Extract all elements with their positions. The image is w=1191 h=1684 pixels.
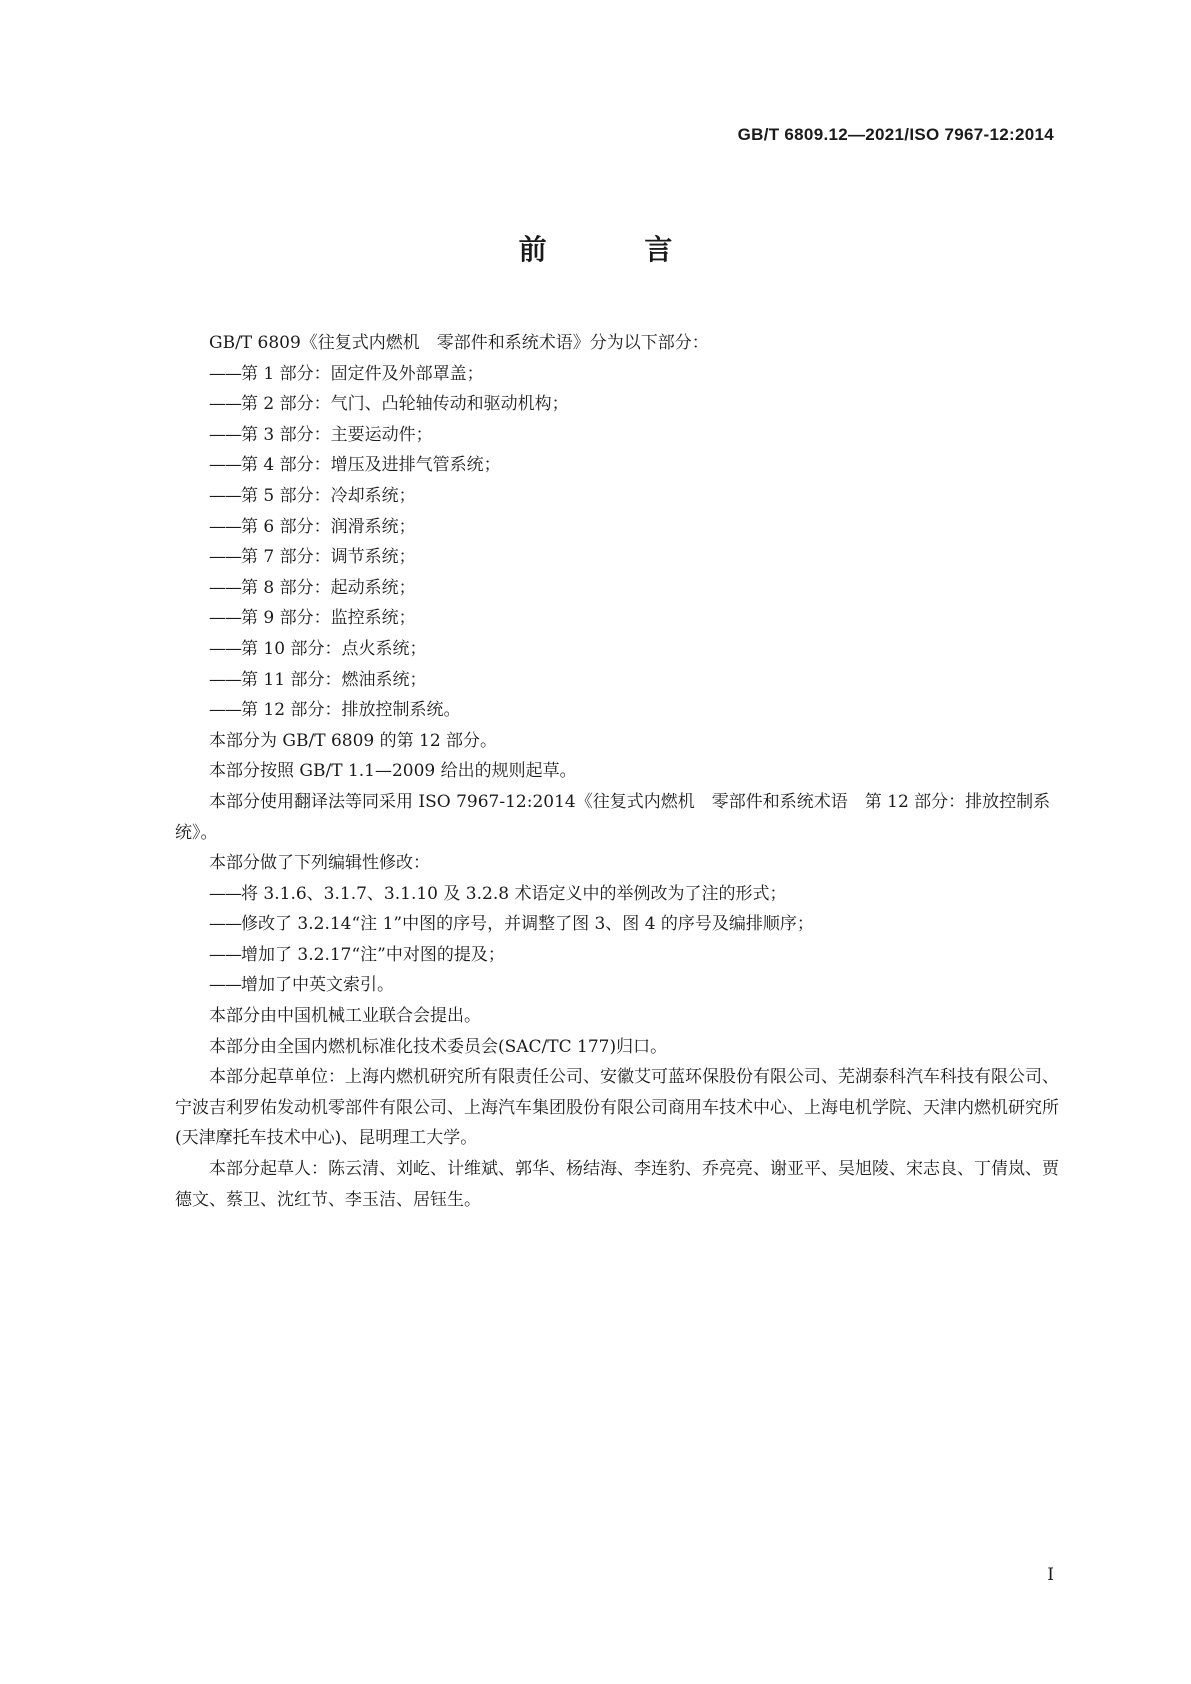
adoption-statement: 本部分使用翻译法等同采用 ISO 7967-12:2014《往复式内燃机 零部件和系统术语 第 12 部分：排放控制系统》。 bbox=[175, 791, 1051, 843]
list-item-text: 第 12 部分：排放控制系统。 bbox=[241, 700, 461, 721]
list-item-text: 第 3 部分：主要运动件； bbox=[241, 424, 433, 445]
list-item-text: 第 11 部分：燃油系统； bbox=[241, 669, 427, 690]
list-item bbox=[175, 542, 1060, 573]
page-title: 前 言 bbox=[518, 233, 717, 266]
list-item-text: 将 3.1.6、3.1.7、3.1.10 及 3.2.8 术语定义中的举例改为了注的形式； bbox=[241, 883, 787, 904]
list-item bbox=[175, 481, 1060, 512]
drafting-rule-statement: 本部分按照 GB/T 1.1—2009 给出的规则起草。 bbox=[209, 761, 577, 782]
committee-statement: 本部分由全国内燃机标准化技术委员会(SAC/TC 177)归口。 bbox=[209, 1036, 668, 1057]
list-item bbox=[175, 940, 1060, 971]
list-item-text: 第 9 部分：监控系统； bbox=[241, 608, 416, 629]
list-item-text: 第 10 部分：点火系统； bbox=[241, 638, 427, 659]
dash: —— bbox=[209, 883, 241, 904]
part-of-statement: 本部分为 GB/T 6809 的第 12 部分。 bbox=[209, 730, 498, 751]
list-item bbox=[175, 879, 1060, 910]
dash: —— bbox=[209, 638, 241, 659]
dash: —— bbox=[209, 669, 241, 690]
dash: —— bbox=[209, 914, 241, 935]
list-item bbox=[175, 603, 1060, 634]
list-item bbox=[175, 420, 1060, 451]
dash: —— bbox=[209, 424, 241, 445]
dash: —— bbox=[209, 700, 241, 721]
intro-paragraph: GB/T 6809《往复式内燃机 零部件和系统术语》分为以下部分： bbox=[209, 333, 709, 353]
list-item-text: 第 6 部分：润滑系统； bbox=[241, 516, 416, 537]
list-item bbox=[175, 695, 1060, 726]
list-item bbox=[175, 970, 1060, 1001]
dash: —— bbox=[209, 485, 241, 506]
list-item-text: 修改了 3.2.14“注 1”中图的序号，并调整了图 3、图 4 的序号及编排顺序； bbox=[241, 914, 814, 935]
list-item-text: 第 2 部分：气门、凸轮轴传动和驱动机构； bbox=[241, 394, 569, 415]
list-item-text: 增加了中英文索引。 bbox=[241, 975, 394, 996]
dash: —— bbox=[209, 944, 241, 965]
dash: —— bbox=[209, 608, 241, 629]
dash: —— bbox=[209, 975, 241, 996]
list-item-text: 增加了 3.2.17“注”中对图的提及； bbox=[241, 944, 505, 965]
proposer-statement: 本部分由中国机械工业联合会提出。 bbox=[209, 1006, 481, 1027]
standard-code: GB/T 6809.12—2021/ISO 7967-12:2014 bbox=[737, 125, 1054, 144]
edits-intro: 本部分做了下列编辑性修改： bbox=[209, 853, 430, 874]
list-item-text: 第 4 部分：增压及进排气管系统； bbox=[241, 455, 501, 476]
dash: —— bbox=[209, 455, 241, 476]
list-item bbox=[175, 573, 1060, 604]
drafting-units-statement: 本部分起草单位：上海内燃机研究所有限责任公司、安徽艾可蓝环保股份有限公司、芜湖泰科汽车科技有限公司、宁波吉利罗佑发动机零部件有限公司、上海汽车集团股份有限公司商用车技术中心、上海电机学院、天津内燃机研究所(天津摩托车技术中心)、昆明理工大学。 bbox=[175, 1067, 1059, 1149]
drafters-statement: 本部分起草人：陈云清、刘屹、计维斌、郭华、杨结海、李连豹、乔亮亮、谢亚平、吴旭陵、宋志良、丁倩岚、贾德文、蔡卫、沈红节、李玉洁、居钰生。 bbox=[175, 1159, 1059, 1210]
list-item bbox=[175, 359, 1060, 390]
list-item-text: 第 5 部分：冷却系统； bbox=[241, 485, 416, 506]
dash: —— bbox=[209, 394, 241, 415]
foreword-body bbox=[175, 328, 1060, 1215]
dash: —— bbox=[209, 577, 241, 598]
list-item bbox=[175, 909, 1060, 940]
edits-list bbox=[175, 879, 1060, 1001]
dash: —— bbox=[209, 516, 241, 537]
list-item bbox=[175, 665, 1060, 696]
list-item-text: 第 7 部分：调节系统； bbox=[241, 547, 416, 568]
list-item bbox=[175, 512, 1060, 543]
page-number: I bbox=[1047, 1565, 1054, 1585]
list-item bbox=[175, 389, 1060, 420]
dash: —— bbox=[209, 363, 241, 384]
parts-list bbox=[175, 359, 1060, 726]
list-item bbox=[175, 634, 1060, 665]
list-item-text: 第 8 部分：起动系统； bbox=[241, 577, 416, 598]
list-item-text: 第 1 部分：固定件及外部罩盖； bbox=[241, 363, 484, 384]
list-item bbox=[175, 450, 1060, 481]
dash: —— bbox=[209, 547, 241, 568]
